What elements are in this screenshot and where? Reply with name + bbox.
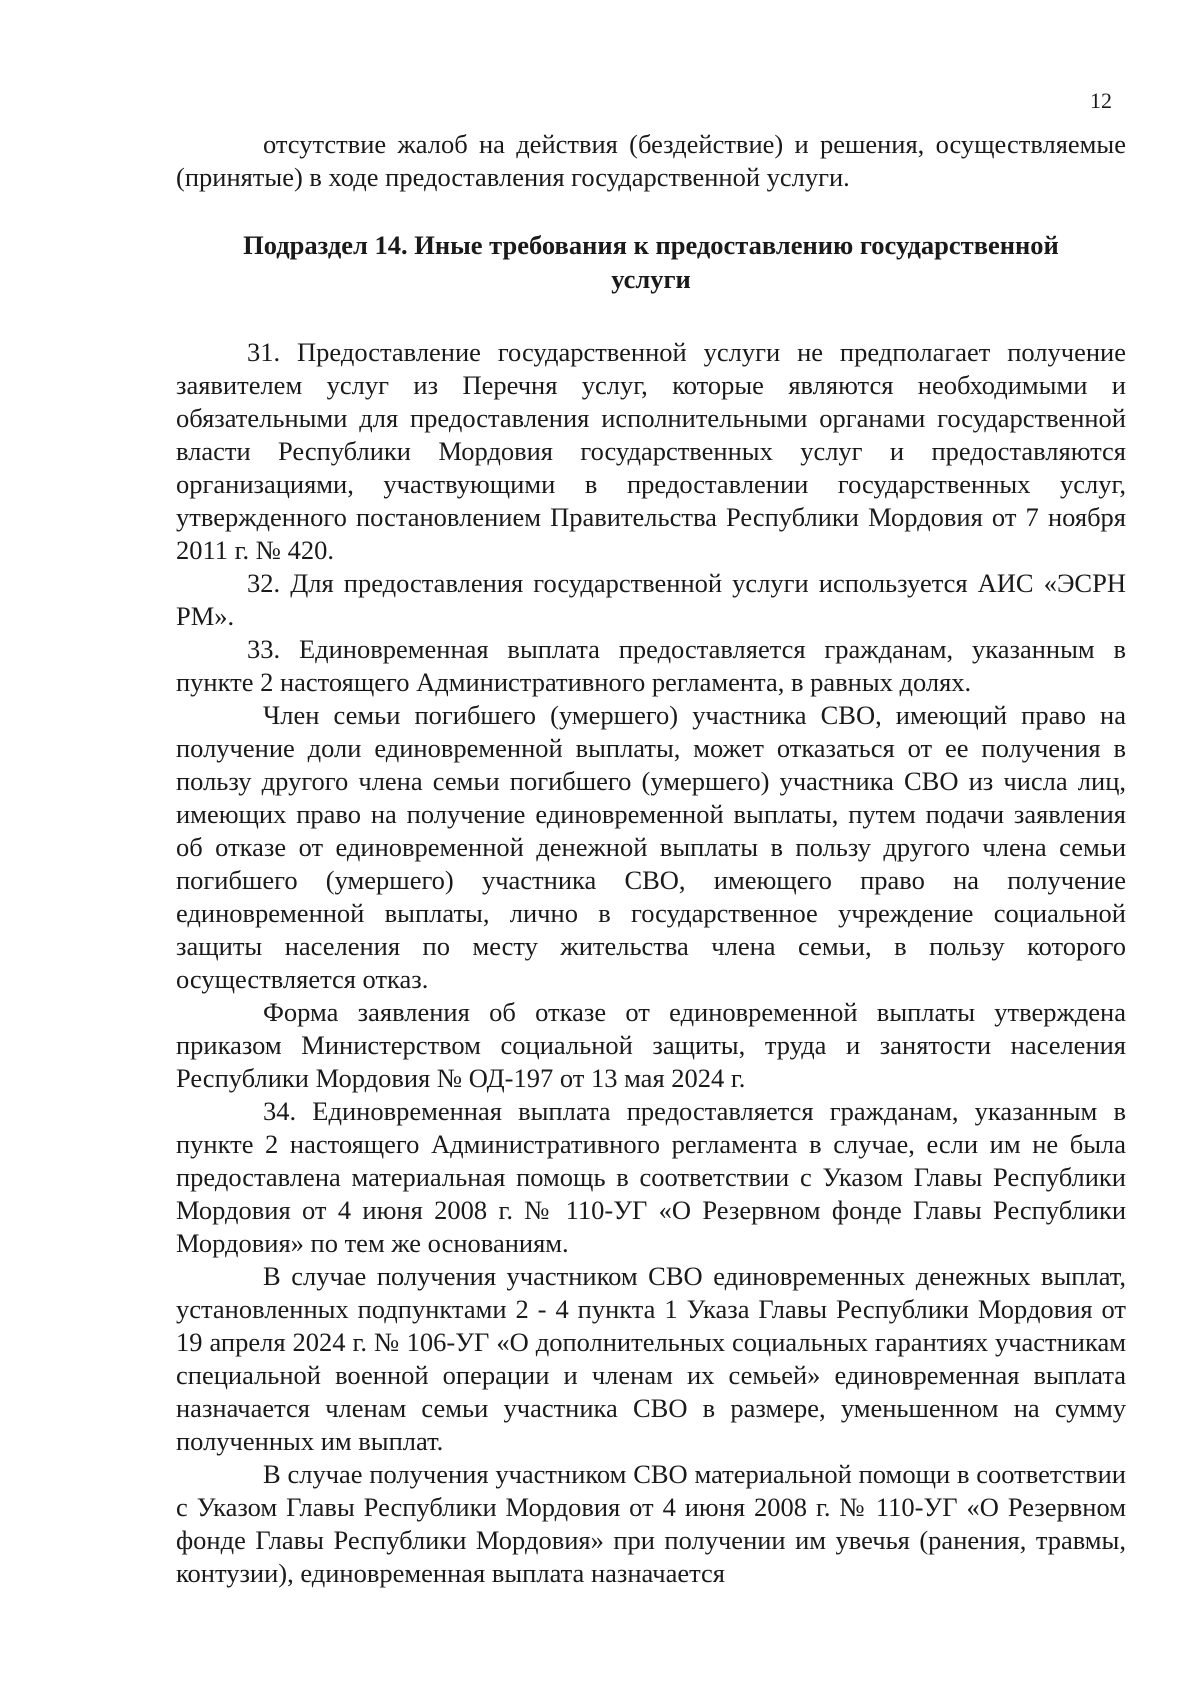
- page-number: 12: [1090, 88, 1112, 113]
- paragraph-33: 33. Единовременная выплата предоставляется гражданам, указанным в пункте 2 настоящего Административного регламента, в равных долях.: [176, 634, 1126, 697]
- paragraph-32: 32. Для предоставления государственной услуги используется АИС «ЭСРН РМ».: [176, 568, 1126, 631]
- paragraph-31: 31. Предоставление государственной услуги не предполагает получение заявителем услуг из Перечня услуг, которые являются необходимыми и обязательными для предоставления исполнительными органами государственной власти Республики Мордовия государственных услуг и предоставляются организациями, участвующими в предоставлении государственных услуг, утвержденного постановлением Правительства Республики Мордовия от 7 ноября 2011 г. № 420.: [176, 337, 1126, 565]
- continuation-paragraph: отсутствие жалоб на действия (бездействие) и решения, осуществляемые (принятые) в ходе предоставления государственной услуги.: [176, 129, 1126, 192]
- paragraph-34: 34. Единовременная выплата предоставляется гражданам, указанным в пункте 2 настоящего Административного регламента в случае, если им не была предоставлена материальная помощь в соответствии с Указом Главы Республики Мордовия от 4 июня 2008 г. № 110-УГ «О Резервном фонде Главы Республики Мордовия» по тем же основаниям.: [176, 1096, 1126, 1258]
- document-body: [176, 128, 1126, 1590]
- paragraph-reduced-payment: В случае получения участником СВО единовременных денежных выплат, установленных подпунктами 2 - 4 пункта 1 Указа Главы Республики Мордовия от 19 апреля 2024 г. № 106-УГ «О дополнительных социальных гарантиях участникам специальной военной операции и членам их семьей» единовременная выплата назначается членам семьи участника СВО в размере, уменьшенном на сумму полученных им выплат.: [176, 1261, 1126, 1456]
- subsection-heading: Подраздел 14. Иные требования к предоставлению государственной услуги: [243, 230, 1059, 294]
- paragraph-injury-payment: В случае получения участником СВО материальной помощи в соответствии с Указом Главы Республики Мордовия от 4 июня 2008 г. № 110-УГ «О Резервном фонде Главы Республики Мордовия» при получении им увечья (ранения, травмы, контузии), единовременная выплата назначается: [176, 1459, 1126, 1588]
- paragraph-refusal-form: Форма заявления об отказе от единовременной выплаты утверждена приказом Министерством социальной защиты, труда и занятости населения Республики Мордовия № ОД-197 от 13 мая 2024 г.: [176, 997, 1126, 1093]
- paragraph-family-member-refusal: Член семьи погибшего (умершего) участника СВО, имеющий право на получение доли единовременной выплаты, может отказаться от ее получения в пользу другого члена семьи погибшего (умершего) участника СВО из числа лиц, имеющих право на получение единовременной выплаты, путем подачи заявления об отказе от единовременной денежной выплаты в пользу другого члена семьи погибшего (умершего) участника СВО, имеющего право на получение единовременной выплаты, лично в государственное учреждение социальной защиты населения по месту жительства члена семьи, в пользу которого осуществляется отказ.: [176, 700, 1126, 994]
